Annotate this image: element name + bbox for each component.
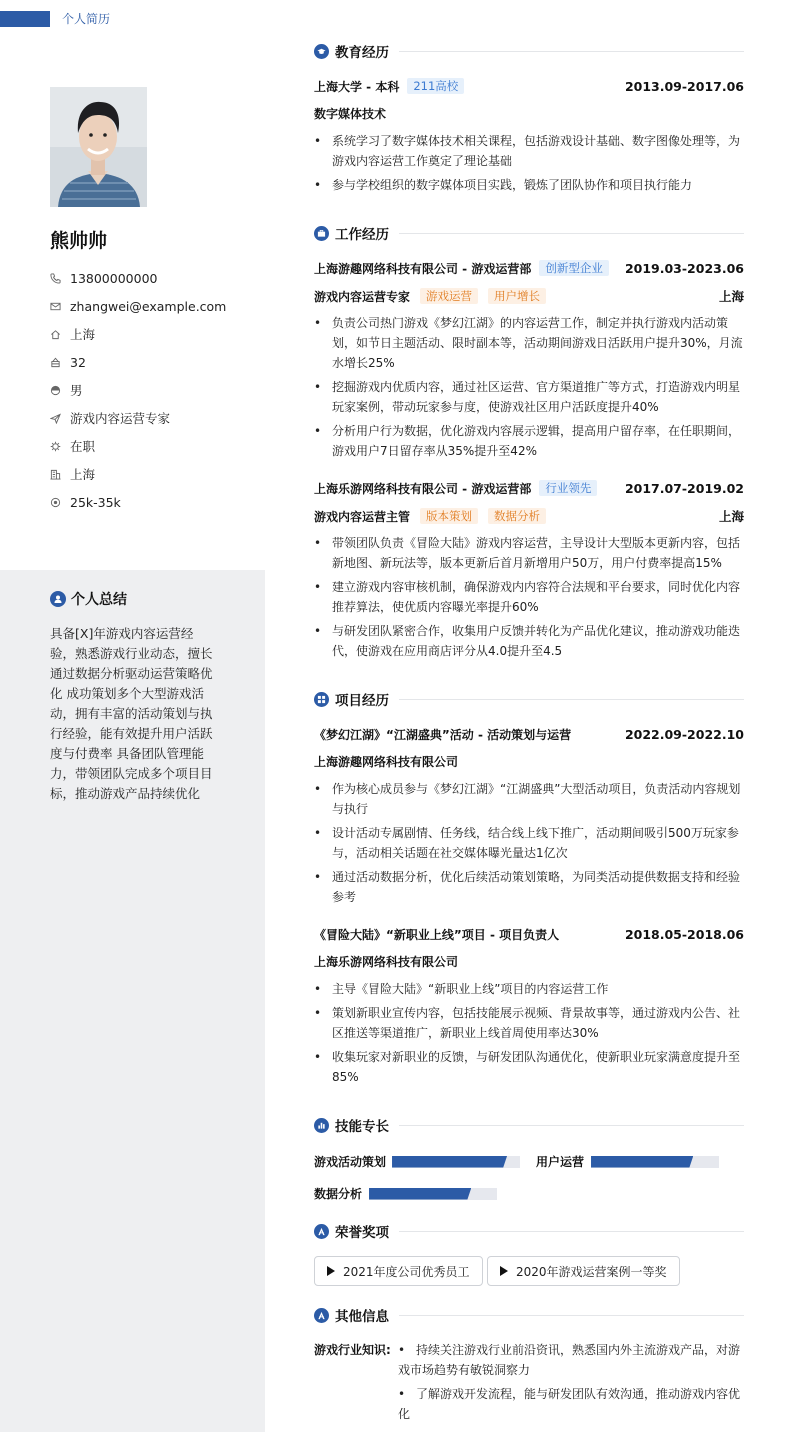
job-2-position-row <box>314 507 744 525</box>
contact-info-list <box>50 264 226 516</box>
list-item: • 带领团队负责《冒险大陆》游戏内容运营，主导设计大型版本更新内容，包括新地图、新玩法等，版本更新后首月新增用户50万，用户付费率提高15% <box>314 533 744 573</box>
summary-text: 具备[X]年游戏内容运营经验，熟悉游戏行业动态，擅长通过数据分析驱动运营策略优化 成功策划多个大型游戏活动，拥有丰富的活动策划与执行经验，能有效提升用户活跃度与付费率 具备团队管理能力，带领团队完成多个项目目标，推动游戏产品持续优化 <box>50 626 213 801</box>
list-item: • 主导《冒险大陆》“新职业上线”项目的内容运营工作 <box>314 979 744 999</box>
skill-1-bar <box>392 1156 520 1168</box>
job-1-tag-b: 用户增长 <box>488 288 546 304</box>
work-title: 工作经历 <box>335 227 389 243</box>
other-bullets <box>398 1340 744 1428</box>
skill-1-name: 游戏活动策划 <box>314 1155 387 1169</box>
award-item-2 <box>487 1256 680 1286</box>
skill-2 <box>536 1153 719 1170</box>
skill-3-fill <box>369 1188 471 1200</box>
education-school: 上海大学 - 本科 <box>314 79 400 94</box>
job-2-company: 上海乐游网络科技有限公司 - 游戏运营部 <box>314 481 532 496</box>
section-divider <box>399 51 744 52</box>
section-divider <box>399 233 744 234</box>
grid-icon <box>314 692 329 707</box>
summary-heading <box>50 589 218 609</box>
header-accent-bar <box>0 11 50 27</box>
project-1-name: 《梦幻江湖》“江湖盛典”活动 - 活动策划与运营 <box>314 727 572 742</box>
project-1-date: 2022.09-2022.10 <box>624 726 744 742</box>
skill-1-fill <box>392 1156 507 1168</box>
award-1-text: 2021年度公司优秀员工 <box>343 1264 470 1279</box>
job-1-city: 上海 <box>718 289 744 304</box>
avatar <box>50 87 147 207</box>
info-gender <box>50 376 226 404</box>
project-1-company: 上海游趣网络科技有限公司 <box>314 755 459 769</box>
info-icon <box>314 1308 329 1323</box>
education-tag: 211高校 <box>407 78 464 94</box>
money-icon <box>50 497 70 508</box>
bar-chart-icon <box>314 1118 329 1133</box>
info-work-city <box>50 460 226 488</box>
info-location-text: 上海 <box>70 327 96 342</box>
info-status <box>50 432 226 460</box>
avatar-photo-icon <box>50 87 147 207</box>
job-1-row <box>314 259 744 277</box>
section-skills <box>314 1115 744 1135</box>
education-major: 数字媒体技术 <box>314 107 387 121</box>
section-divider <box>399 1125 744 1126</box>
send-icon <box>50 413 70 424</box>
job-2-tag: 行业领先 <box>539 480 597 496</box>
education-date: 2013.09-2017.06 <box>624 78 744 94</box>
job-2-tag-b: 数据分析 <box>488 508 546 524</box>
section-divider <box>399 1231 744 1232</box>
list-item: • 建立游戏内容审核机制，确保游戏内内容符合法规和平台要求，同时优化内容推荐算法，使优质内容曝光率提升60% <box>314 577 744 617</box>
list-item: • 策划新职业宣传内容，包括技能展示视频、背景故事等，通过游戏内公告、社区推送等渠道推广，新职业上线首周使用率达30% <box>314 1003 744 1043</box>
building-icon <box>50 469 70 480</box>
list-item: • 收集玩家对新职业的反馈，与研发团队沟通优化，使新职业玩家满意度提升至85% <box>314 1047 744 1087</box>
award-icon <box>314 1224 329 1239</box>
skills-title: 技能专长 <box>335 1119 389 1135</box>
skill-3-name: 数据分析 <box>314 1187 363 1201</box>
award-item-1 <box>314 1256 483 1286</box>
gender-icon <box>50 385 70 396</box>
skill-3-bar <box>369 1188 497 1200</box>
phone-icon <box>50 273 70 284</box>
skill-1 <box>314 1153 520 1170</box>
info-gender-text: 男 <box>70 383 83 398</box>
user-icon <box>50 591 66 607</box>
projects-title: 项目经历 <box>335 693 389 709</box>
info-email-text: zhangwei@example.com <box>70 298 227 314</box>
list-item: • 了解游戏开发流程，能与研发团队有效沟通，推动游戏内容优化 <box>398 1387 741 1421</box>
job-1-position-row <box>314 287 744 305</box>
project-2-row <box>314 925 744 943</box>
job-2-date: 2017.07-2019.02 <box>624 480 744 496</box>
job-2-bullets <box>314 533 744 665</box>
job-1-position: 游戏内容运营专家 <box>314 289 411 304</box>
skill-2-fill <box>591 1156 693 1168</box>
skill-3 <box>314 1185 497 1202</box>
job-1-date: 2019.03-2023.06 <box>624 260 744 276</box>
list-item: • 挖掘游戏内优质内容，通过社区运营、官方渠道推广等方式，打造游戏内明星玩家案例，带动玩家参与度，使游戏社区用户活跃度提升40% <box>314 377 744 417</box>
list-item: • 设计活动专属剧情、任务线，结合线上线下推广，活动期间吸引500万玩家参与，活动相关话题在社交媒体曝光量达1亿次 <box>314 823 744 863</box>
skill-2-name: 用户运营 <box>536 1155 585 1169</box>
section-other <box>314 1305 744 1325</box>
play-icon <box>500 1266 508 1276</box>
info-age <box>50 348 226 376</box>
list-item: • 持续关注游戏行业前沿资讯，熟悉国内外主流游戏产品，对游戏市场趋势有敏锐洞察力 <box>398 1343 741 1377</box>
project-2-company: 上海乐游网络科技有限公司 <box>314 955 459 969</box>
header-label: 个人简历 <box>62 12 111 26</box>
play-icon <box>327 1266 335 1276</box>
award-2-text: 2020年游戏运营案例一等奖 <box>516 1264 667 1279</box>
info-phone-text: 13800000000 <box>70 270 158 286</box>
list-item: • 分析用户行为数据，优化游戏内容展示逻辑，提高用户留存率，在任职期间，游戏用户7日留存率从35%提升至42% <box>314 421 744 461</box>
list-item: • 负责公司热门游戏《梦幻江湖》的内容运营工作，制定并执行游戏内活动策划，如节日主题活动、限时副本等，活动期间游戏日活跃用户提升30%，月流水增长25% <box>314 313 744 373</box>
section-projects <box>314 689 744 709</box>
summary-title: 个人总结 <box>71 592 127 608</box>
info-age-text: 32 <box>70 354 86 370</box>
education-row <box>314 77 744 95</box>
list-item: • 与研发团队紧密合作，收集用户反馈并转化为产品优化建议，推动游戏功能迭代，使游戏在应用商店评分从4.0提升至4.5 <box>314 621 744 661</box>
awards-title: 荣誉奖项 <box>335 1225 389 1241</box>
status-icon <box>50 441 70 452</box>
job-2-position: 游戏内容运营主管 <box>314 509 411 524</box>
other-label: 游戏行业知识: <box>314 1343 391 1357</box>
job-1-bullets <box>314 313 744 465</box>
job-2-tag-a: 版本策划 <box>420 508 478 524</box>
info-position <box>50 404 226 432</box>
other-title: 其他信息 <box>335 1309 389 1325</box>
info-position-text: 游戏内容运营专家 <box>70 411 171 426</box>
list-item: • 参与学校组织的数字媒体项目实践，锻炼了团队协作和项目执行能力 <box>314 175 744 195</box>
section-awards <box>314 1221 744 1241</box>
info-salary <box>50 488 226 516</box>
project-1-row <box>314 725 744 743</box>
calendar-icon <box>50 357 70 368</box>
skill-2-bar <box>591 1156 719 1168</box>
education-title: 教育经历 <box>335 45 389 61</box>
section-divider <box>399 699 744 700</box>
project-2-date: 2018.05-2018.06 <box>624 926 744 942</box>
info-status-text: 在职 <box>70 439 96 454</box>
job-2-row <box>314 479 744 497</box>
project-2-name: 《冒险大陆》“新职业上线”项目 - 项目负责人 <box>314 927 560 942</box>
project-2-bullets <box>314 979 744 1091</box>
education-bullets <box>314 131 744 199</box>
project-1-bullets <box>314 779 744 911</box>
info-phone <box>50 264 226 292</box>
home-icon <box>50 329 70 340</box>
list-item: • 作为核心成员参与《梦幻江湖》“江湖盛典”大型活动项目，负责活动内容规划与执行 <box>314 779 744 819</box>
section-divider <box>399 1315 744 1316</box>
section-work <box>314 223 744 243</box>
info-location <box>50 320 226 348</box>
info-salary-text: 25k-35k <box>70 494 121 510</box>
job-1-tag-a: 游戏运营 <box>420 288 478 304</box>
list-item: • 系统学习了数字媒体技术相关课程，包括游戏设计基础、数字图像处理等，为游戏内容运营工作奠定了理论基础 <box>314 131 744 171</box>
section-education <box>314 41 744 61</box>
job-1-tag: 创新型企业 <box>539 260 609 276</box>
job-1-company: 上海游趣网络科技有限公司 - 游戏运营部 <box>314 261 532 276</box>
email-icon <box>50 301 70 312</box>
info-email <box>50 292 226 320</box>
list-item: • 通过活动数据分析，优化后续活动策划策略，为同类活动提供数据支持和经验参考 <box>314 867 744 907</box>
briefcase-icon <box>314 226 329 241</box>
job-2-city: 上海 <box>718 509 744 524</box>
person-name: 熊帅帅 <box>50 230 108 252</box>
graduation-cap-icon <box>314 44 329 59</box>
info-work-city-text: 上海 <box>70 467 96 482</box>
